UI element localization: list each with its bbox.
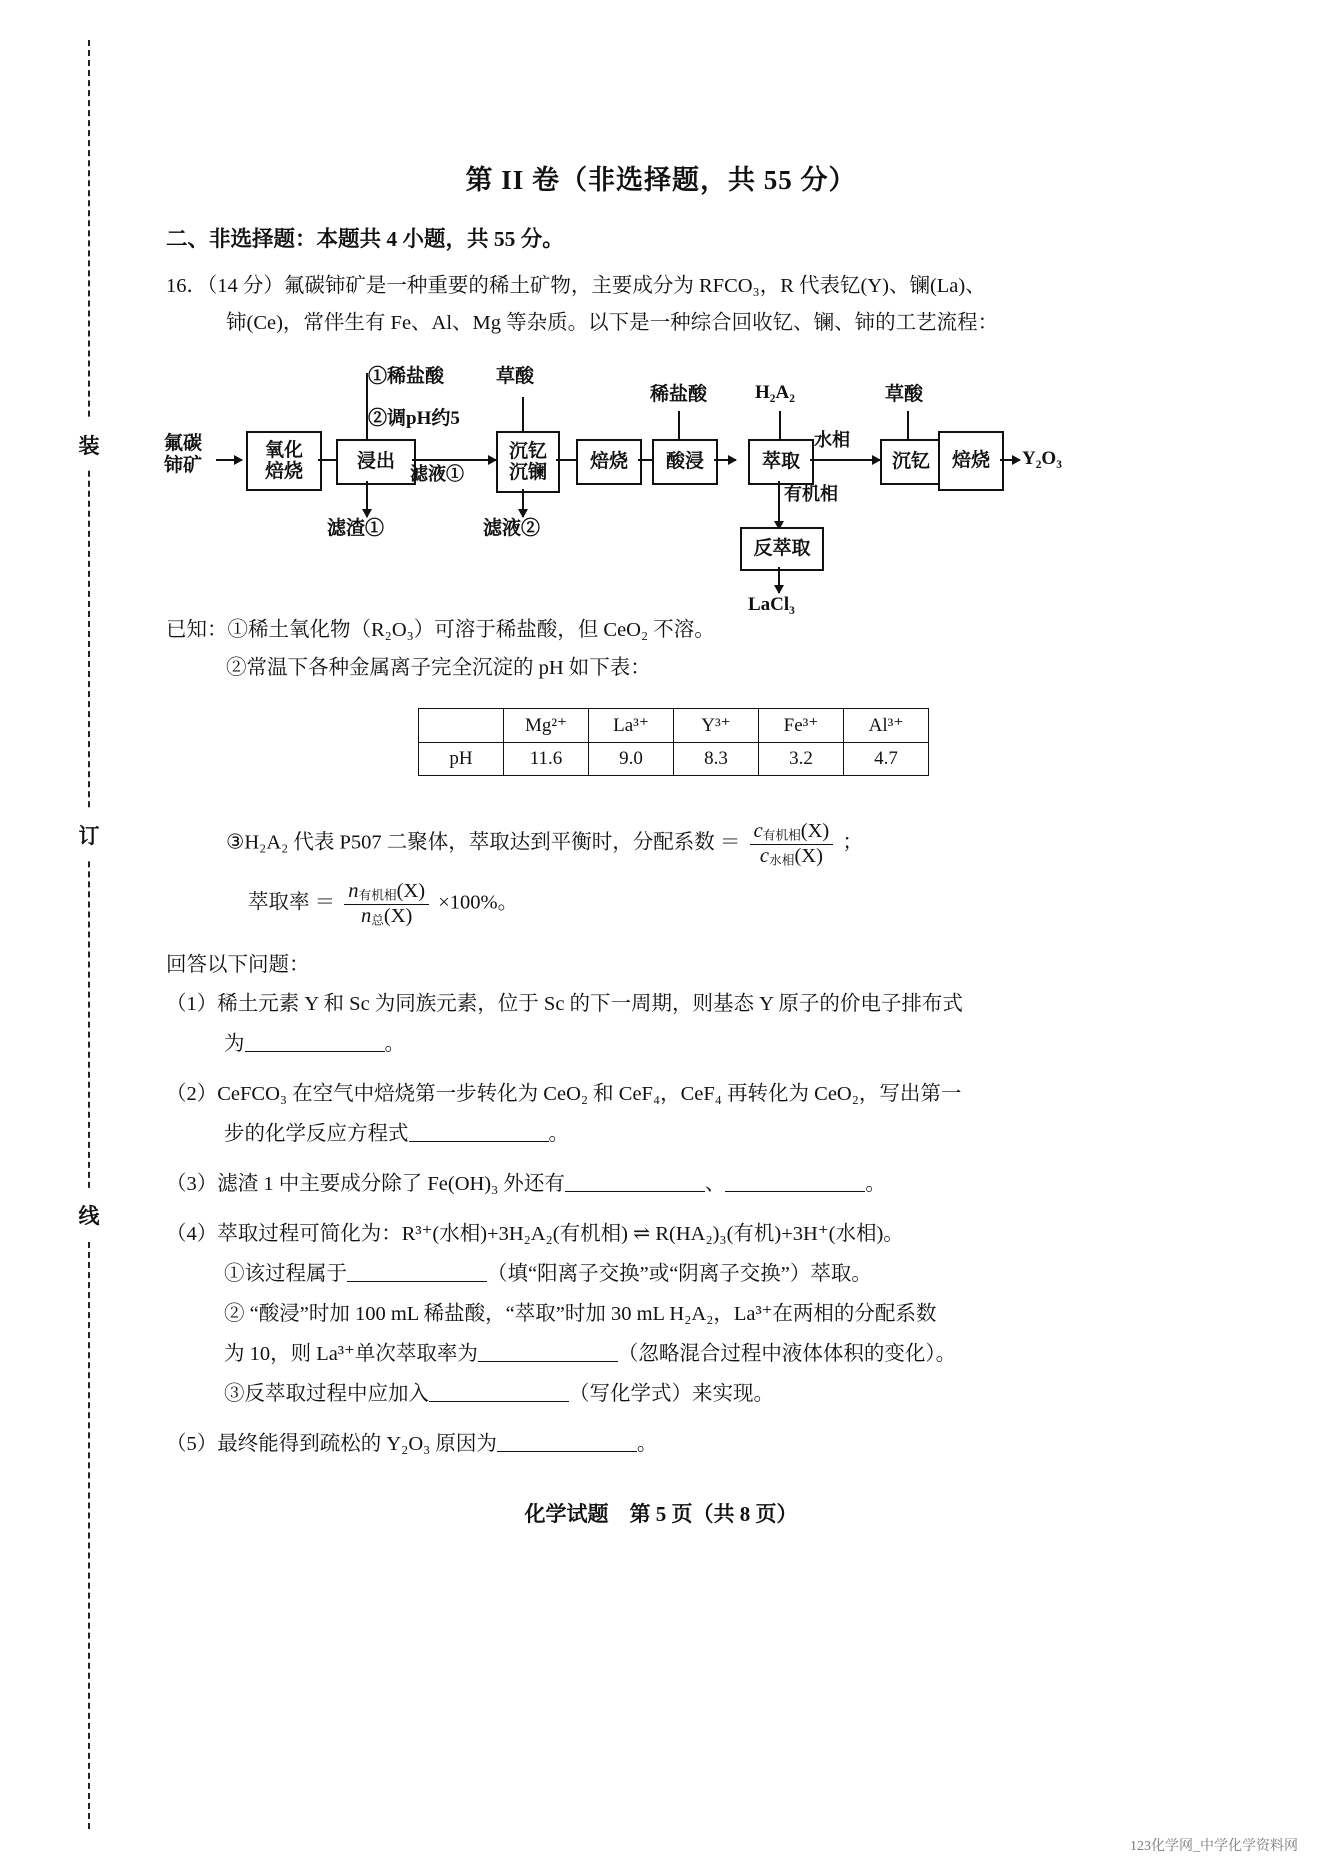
- flow-box-roasting-2-label: 焙烧: [951, 450, 990, 472]
- table-header-mg: Mg²⁺: [504, 709, 589, 743]
- question-16-line1: 16．（14 分）氟碳铈矿是一种重要的稀土矿物，主要成分为 RFCO₃，R 代表钇(Y)、镧(La)、: [166, 275, 986, 297]
- formula-distribution-coefficient: [226, 820, 863, 868]
- answer-blank-q4-2[interactable]: [478, 1340, 618, 1362]
- fraction-denominator: c水相(X): [759, 844, 823, 868]
- subquestion-3: [166, 1165, 1176, 1205]
- table-row-label-ph: pH: [419, 743, 504, 776]
- answer-blank-q3-b[interactable]: [725, 1170, 865, 1192]
- subquestion-4-sub3: [224, 1375, 1176, 1415]
- subquestion-2: [166, 1075, 1176, 1155]
- table-header-al: Al³⁺: [844, 709, 929, 743]
- subquestion-4: [166, 1215, 1176, 1415]
- flow-box-roasting-1: [576, 439, 642, 485]
- flow-box-stripping-label: 反萃取: [753, 538, 811, 560]
- arrow-leaching-to-precipitate: [412, 459, 496, 461]
- subquestion-1-line2: [224, 1025, 1176, 1065]
- question-16-line2: 铈(Ce)，常伴生有 Fe、Al、Mg 等杂质。以下是一种综合回收钇、镧、铈的工艺流程：: [226, 312, 999, 334]
- table-corner-cell: [419, 709, 504, 743]
- table-cell-ph-fe: 3.2: [759, 743, 844, 776]
- arrow-start-to-oxidation: [216, 459, 242, 461]
- subquestion-5-line1: [166, 1425, 1176, 1465]
- subquestion-3-mid: 、: [704, 1172, 726, 1195]
- answer-blank-q1[interactable]: [245, 1030, 385, 1052]
- reagent-label-oxalic-1: 草酸: [496, 366, 535, 387]
- subquestion-1-line2-pre: 为: [224, 1032, 245, 1055]
- known-conditions-line2: ②常温下各种金属离子完全沉淀的 pH 如下表：: [226, 657, 651, 679]
- known-conditions-line1: 已知：①稀土氧化物（R₂O₃）可溶于稀盐酸，但 CeO₂ 不溶。: [166, 619, 715, 641]
- flow-box-acid-leach: [652, 439, 718, 485]
- stream-label-residue1: 滤渣①: [327, 518, 385, 539]
- table-cell-ph-la: 9.0: [589, 743, 674, 776]
- page-title: 第 II 卷（非选择题，共 55 分）: [465, 165, 857, 195]
- extraction-rate-suffix: ×100%。: [438, 891, 519, 914]
- stream-label-organic: 有机相: [784, 484, 838, 504]
- section-heading: 二、非选择题：本题共 4 小题，共 55 分。: [166, 227, 564, 251]
- binding-mark-ding: 订: [72, 810, 106, 860]
- subquestion-4-sub1-pre: ①该过程属于: [224, 1262, 347, 1285]
- subquestion-2-line2-pre: 步的化学反应方程式: [224, 1122, 409, 1145]
- subquestion-1-line2-post: 。: [384, 1032, 405, 1055]
- flow-box-leaching-label: 浸出: [356, 451, 395, 473]
- flow-box-roasting-2: [938, 431, 1004, 491]
- subquestion-4-sub2-line2: [224, 1335, 1176, 1375]
- arrow-leaching-to-residue1: [366, 481, 368, 517]
- stream-label-aqueous: 水相: [814, 430, 850, 450]
- arrow-precipitate-to-filtrate2: [522, 489, 524, 517]
- flow-box-roasting-1-label: 焙烧: [589, 451, 628, 473]
- subquestion-4-sub3-pre: ③反萃取过程中应加入: [224, 1382, 429, 1405]
- flow-box-acid-leach-label: 酸浸: [665, 451, 704, 473]
- reagent-label-h2a2: H₂A₂: [755, 382, 795, 403]
- flow-box-oxidation: [246, 431, 322, 491]
- flow-box-precipitate-y-label: 沉钇: [891, 451, 930, 473]
- subquestion-4-sub2-line1: ② “酸浸”时加 100 mL 稀盐酸，“萃取”时加 30 mL H₂A₂，La³⁺在两相的分配系数: [224, 1302, 937, 1325]
- table-cell-ph-y: 8.3: [674, 743, 759, 776]
- arrow-stripping-to-lacl3: [778, 567, 780, 593]
- distribution-coefficient-fraction: [750, 820, 834, 868]
- flow-box-oxidation-line1: 氧化: [264, 439, 303, 461]
- watermark: 123化学网_中学化学资料网: [1130, 1839, 1298, 1854]
- table-cell-ph-al: 4.7: [844, 743, 929, 776]
- page-footer: 化学试题 第 5 页（共 8 页）: [524, 1502, 798, 1526]
- binding-mark-xian: 线: [72, 1190, 106, 1240]
- fraction-numerator: c有机相(X): [750, 820, 834, 845]
- subquestion-4-sub1-post: （填“阳离子交换”或“阴离子交换”）萃取。: [487, 1262, 872, 1285]
- table-cell-ph-mg: 11.6: [504, 743, 589, 776]
- binding-mark-zhuang: 装: [72, 420, 106, 470]
- table-header-fe: Fe³⁺: [759, 709, 844, 743]
- subquestion-1-line1: （1）稀土元素 Y 和 Sc 为同族元素，位于 Sc 的下一周期，则基态 Y 原子的价电子排布式: [166, 993, 963, 1015]
- table-row-values: [419, 743, 929, 776]
- subquestion-5: [166, 1425, 1176, 1465]
- subquestion-5-post: 。: [636, 1432, 658, 1455]
- reagent-label-ph-adjust: ②调pH约5: [368, 408, 460, 429]
- answer-blank-q3-a[interactable]: [565, 1170, 705, 1192]
- flow-box-stripping: [740, 527, 824, 571]
- answer-blank-q2[interactable]: [409, 1120, 549, 1142]
- flow-box-precipitate-line1: 沉钇: [508, 440, 547, 462]
- answer-blank-q4-3[interactable]: [429, 1380, 569, 1402]
- table-row-ions: [419, 709, 929, 743]
- reagent-label-hcl-2: 稀盐酸: [650, 384, 708, 405]
- flow-box-precipitate-y: [880, 439, 942, 485]
- flow-box-oxidation-line2: 焙烧: [264, 461, 303, 482]
- formula-extraction-rate: [248, 880, 518, 928]
- subquestion-2-line2-post: 。: [548, 1122, 569, 1145]
- reagent-label-hcl-ph: ①稀盐酸: [368, 366, 445, 387]
- rate-fraction-numerator: n有机相(X): [344, 880, 429, 905]
- reagent-label-oxalic-2: 草酸: [885, 384, 924, 405]
- subquestion-4-line1: （4）萃取过程可简化为：R³⁺(水相)+3H₂A₂(有机相) ⇌ R(HA₂)₃(有机)+3H⁺(水相)。: [166, 1222, 904, 1245]
- arrow-acidleach-to-extraction: [714, 459, 736, 461]
- flow-box-extraction-label: 萃取: [761, 451, 800, 473]
- subquestion-2-line2: [224, 1115, 1176, 1155]
- subquestion-3-post: 。: [865, 1172, 886, 1195]
- subquestion-4-sub2-post: （忽略混合过程中液体体积的变化）。: [617, 1342, 957, 1365]
- stream-label-lacl3: LaCl₃: [748, 594, 795, 615]
- flow-box-precipitate-line2: 沉镧: [508, 462, 547, 483]
- subquestion-3-line1: [166, 1165, 1176, 1205]
- stream-label-filtrate1: 滤液①: [410, 464, 464, 484]
- subquestion-4-sub1: [224, 1255, 1176, 1295]
- formula-3-prefix: ③H₂A₂ 代表 P507 二聚体，萃取达到平衡时，分配系数 ＝: [226, 831, 741, 854]
- binding-dashed-line: [88, 40, 90, 1829]
- ph-precipitation-table: [418, 708, 929, 776]
- stream-label-filtrate2: 滤液②: [483, 518, 541, 539]
- flow-box-extraction: [748, 439, 814, 485]
- extraction-rate-label: 萃取率 ＝: [248, 891, 336, 914]
- subquestion-4-sub2-pre: 为 10，则 La³⁺单次萃取率为: [224, 1342, 478, 1365]
- flow-box-precipitate: [496, 431, 560, 493]
- flow-box-leaching: [336, 439, 416, 485]
- rate-fraction-denominator: n总(X): [360, 904, 413, 928]
- arrow-roasting2-to-product: [1000, 459, 1020, 461]
- subquestion-4-sub3-post: （写化学式）来实现。: [569, 1382, 774, 1405]
- formula-3-suffix: ；: [842, 831, 863, 854]
- subquestion-1: [166, 985, 1176, 1065]
- table-header-la: La³⁺: [589, 709, 674, 743]
- arrow-extraction-aqueous: [810, 459, 880, 461]
- subquestion-3-pre: （3）滤渣 1 中主要成分除了 Fe(OH)₃ 外还有: [166, 1172, 565, 1195]
- process-flowchart: [150, 355, 1170, 615]
- answer-blank-q5[interactable]: [497, 1430, 637, 1452]
- extraction-rate-fraction: [344, 880, 429, 928]
- answer-blank-q4-1[interactable]: [347, 1260, 487, 1282]
- subquestion-2-line1: （2）CeFCO₃ 在空气中焙烧第一步转化为 CeO₂ 和 CeF₄，CeF₄ 再转化为 CeO₂，写出第一: [166, 1082, 962, 1105]
- stream-label-product: Y₂O₃: [1022, 448, 1062, 469]
- arrow-extraction-organic: [778, 481, 780, 529]
- subquestion-list: [166, 985, 1176, 1475]
- table-header-y: Y³⁺: [674, 709, 759, 743]
- flow-start-label: 氟碳 铈矿: [163, 433, 202, 476]
- answer-prompt: 回答以下问题：: [166, 954, 310, 976]
- subquestion-5-pre: （5）最终能得到疏松的 Y₂O₃ 原因为: [166, 1432, 497, 1455]
